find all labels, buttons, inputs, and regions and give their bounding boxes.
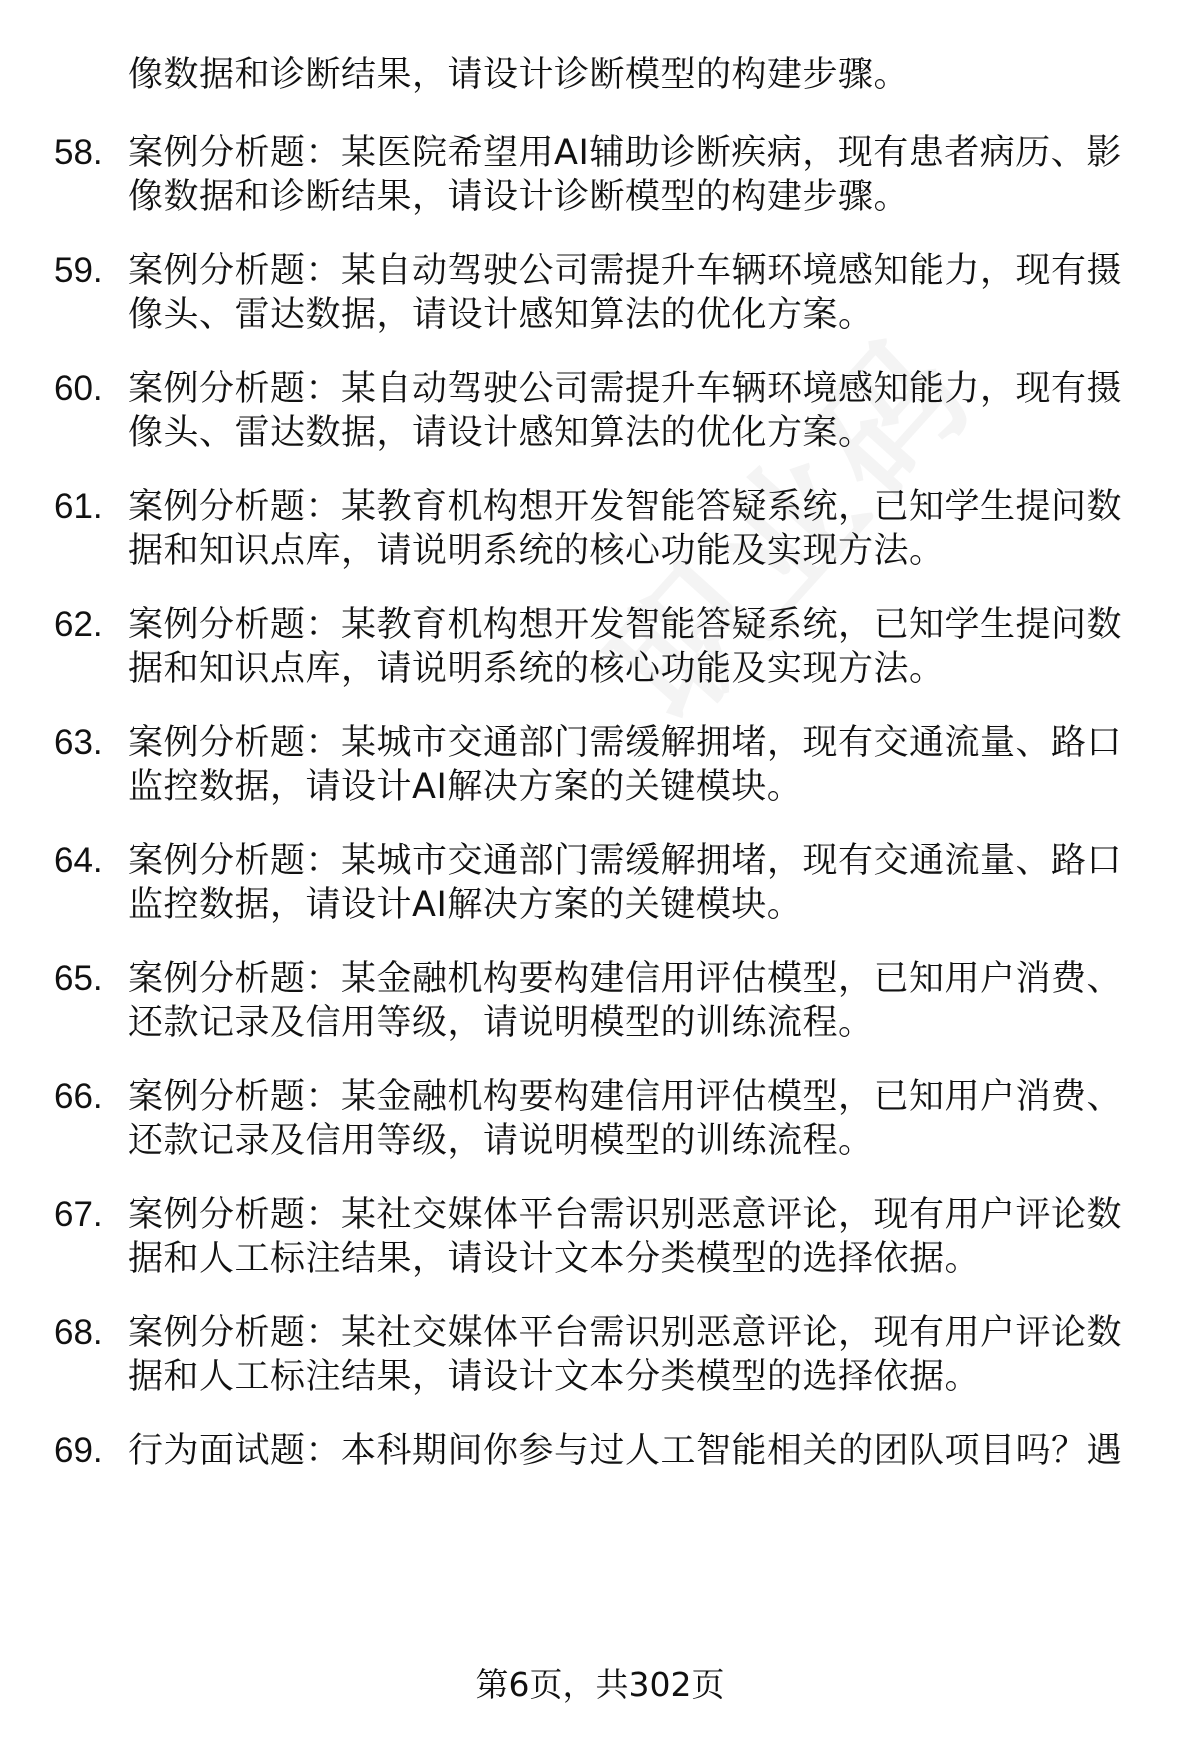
question-line: 据和人工标注结果，请设计文本分类模型的选择依据。 (128, 1239, 981, 1279)
question-line: 像头、雷达数据，请设计感知算法的优化方案。 (128, 413, 874, 453)
question-line: 案例分析题：某社交媒体平台需识别恶意评论，现有用户评论数 (128, 1313, 1123, 1353)
question-line: 案例分析题：某教育机构想开发智能答疑系统，已知学生提问数 (128, 487, 1123, 527)
page-footer: 第6页，共302页 (475, 1665, 725, 1704)
question-line: 据和知识点库，请说明系统的核心功能及实现方法。 (128, 649, 945, 689)
question-number: 66. (54, 1077, 103, 1116)
question-line: 案例分析题：某金融机构要构建信用评估模型，已知用户消费、 (128, 1077, 1123, 1117)
question-line: 案例分析题：某城市交通部门需缓解拥堵，现有交通流量、路口 (128, 723, 1123, 763)
question-number: 62. (54, 605, 103, 644)
question-number: 68. (54, 1313, 103, 1352)
question-line: 案例分析题：某城市交通部门需缓解拥堵，现有交通流量、路口 (128, 841, 1123, 881)
question-number: 64. (54, 841, 103, 880)
question-number: 69. (54, 1431, 103, 1470)
question-number: 67. (54, 1195, 103, 1234)
question-number: 58. (54, 133, 103, 172)
question-line: 还款记录及信用等级，请说明模型的训练流程。 (128, 1003, 874, 1043)
question-line: 据和人工标注结果，请设计文本分类模型的选择依据。 (128, 1357, 981, 1397)
question-line: 像头、雷达数据，请设计感知算法的优化方案。 (128, 295, 874, 335)
question-number: 63. (54, 723, 103, 762)
question-line: 案例分析题：某自动驾驶公司需提升车辆环境感知能力，现有摄 (128, 369, 1123, 409)
question-number: 61. (54, 487, 103, 526)
question-line: 还款记录及信用等级，请说明模型的训练流程。 (128, 1121, 874, 1161)
question-line: 案例分析题：某自动驾驶公司需提升车辆环境感知能力，现有摄 (128, 251, 1123, 291)
question-line: 案例分析题：某教育机构想开发智能答疑系统，已知学生提问数 (128, 605, 1123, 645)
question-number: 60. (54, 369, 103, 408)
question-number: 65. (54, 959, 103, 998)
question-line: 监控数据，请设计AI解决方案的关键模块。 (128, 767, 803, 807)
question-line: 案例分析题：某金融机构要构建信用评估模型，已知用户消费、 (128, 959, 1123, 999)
question-line: 案例分析题：某社交媒体平台需识别恶意评论，现有用户评论数 (128, 1195, 1123, 1235)
question-line: 案例分析题：某医院希望用AI辅助诊断疾病，现有患者病历、影 (128, 133, 1122, 173)
question-line: 据和知识点库，请说明系统的核心功能及实现方法。 (128, 531, 945, 571)
question-number: 59. (54, 251, 103, 290)
continued-line: 像数据和诊断结果，请设计诊断模型的构建步骤。 (128, 55, 910, 95)
question-line: 行为面试题：本科期间你参与过人工智能相关的团队项目吗？遇 (128, 1431, 1123, 1471)
question-line: 像数据和诊断结果，请设计诊断模型的构建步骤。 (128, 177, 910, 217)
question-line: 监控数据，请设计AI解决方案的关键模块。 (128, 885, 803, 925)
